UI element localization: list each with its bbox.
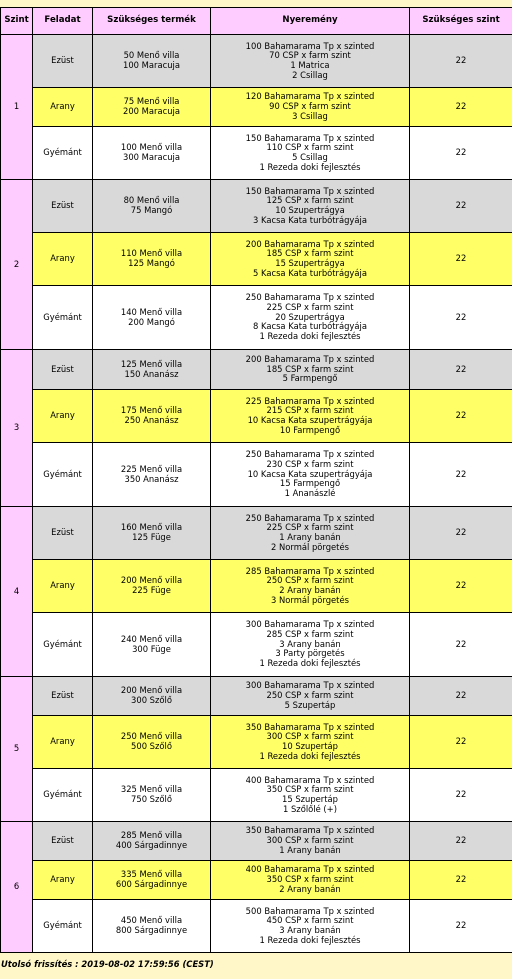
task-name-cell: Gyémánt: [33, 286, 93, 350]
reward-cell: 300 Bahamarama Tp x szinted 285 CSP x farm szint 3 Arany banán 3 Party pörgetés 1 Rezeda doki fejlesztés: [211, 613, 410, 677]
required-level-cell: 22: [410, 507, 512, 560]
table-row: [1, 560, 512, 613]
header-nyeremeny: Nyeremény: [211, 8, 410, 35]
required-products-cell: 225 Menő villa 350 Ananász: [93, 443, 211, 507]
task-name-cell: Ezüst: [33, 507, 93, 560]
required-level-cell: 22: [410, 560, 512, 613]
task-name-cell: Gyémánt: [33, 900, 93, 953]
required-products-cell: 160 Menő villa 125 Füge: [93, 507, 211, 560]
reward-cell: 120 Bahamarama Tp x szinted 90 CSP x farm szint 3 Csillag: [211, 88, 410, 127]
required-products-cell: 80 Menő villa 75 Mangó: [93, 180, 211, 233]
table-row: [1, 35, 512, 88]
level-cell: 3: [1, 350, 33, 507]
table-row: [1, 286, 512, 350]
required-products-cell: 240 Menő villa 300 Füge: [93, 613, 211, 677]
table-row: [1, 677, 512, 716]
reward-cell: 250 Bahamarama Tp x szinted 225 CSP x farm szint 1 Arany banán 2 Normál pörgetés: [211, 507, 410, 560]
task-name-cell: Gyémánt: [33, 769, 93, 822]
required-level-cell: 22: [410, 769, 512, 822]
required-level-cell: 22: [410, 443, 512, 507]
task-name-cell: Ezüst: [33, 350, 93, 390]
reward-cell: 200 Bahamarama Tp x szinted 185 CSP x farm szint 15 Szupertrágya 5 Kacsa Kata turbótrágyája: [211, 233, 410, 286]
required-level-cell: 22: [410, 127, 512, 180]
reward-cell: 285 Bahamarama Tp x szinted 250 CSP x farm szint 2 Arany banán 3 Normál pörgetés: [211, 560, 410, 613]
required-level-cell: 22: [410, 233, 512, 286]
required-products-cell: 325 Menő villa 750 Szőlő: [93, 769, 211, 822]
table-row: [1, 233, 512, 286]
task-name-cell: Arany: [33, 560, 93, 613]
header-termek: Szükséges termék: [93, 8, 211, 35]
last-updated: Utolsó frissítés : 2019-08-02 17:59:56 (CEST): [1, 959, 214, 969]
level-cell: 6: [1, 822, 33, 953]
required-level-cell: 22: [410, 613, 512, 677]
reward-cell: 250 Bahamarama Tp x szinted 225 CSP x farm szint 20 Szupertrágya 8 Kacsa Kata turbótrágyája 1 Rezeda doki fejlesztés: [211, 286, 410, 350]
level-cell: 4: [1, 507, 33, 677]
required-products-cell: 200 Menő villa 225 Füge: [93, 560, 211, 613]
required-products-cell: 335 Menő villa 600 Sárgadinnye: [93, 861, 211, 900]
reward-cell: 400 Bahamarama Tp x szinted 350 CSP x farm szint 2 Arany banán: [211, 861, 410, 900]
header-szint: Szint: [1, 8, 33, 35]
reward-cell: 200 Bahamarama Tp x szinted 185 CSP x farm szint 5 Farmpengő: [211, 350, 410, 390]
reward-cell: 250 Bahamarama Tp x szinted 230 CSP x farm szint 10 Kacsa Kata szupertrágyája 15 Farmpengő 1 Ananászlé: [211, 443, 410, 507]
task-name-cell: Arany: [33, 233, 93, 286]
required-products-cell: 200 Menő villa 300 Szőlő: [93, 677, 211, 716]
header-row: [1, 8, 512, 35]
required-level-cell: 22: [410, 180, 512, 233]
level-cell: 2: [1, 180, 33, 350]
required-level-cell: 22: [410, 286, 512, 350]
task-name-cell: Arany: [33, 716, 93, 769]
task-name-cell: Gyémánt: [33, 127, 93, 180]
required-products-cell: 140 Menő villa 200 Mangó: [93, 286, 211, 350]
reward-cell: 100 Bahamarama Tp x szinted 70 CSP x farm szint 1 Matrica 2 Csillag: [211, 35, 410, 88]
required-level-cell: 22: [410, 350, 512, 390]
task-name-cell: Gyémánt: [33, 613, 93, 677]
header-feladat: Feladat: [33, 8, 93, 35]
required-level-cell: 22: [410, 390, 512, 443]
reward-cell: 150 Bahamarama Tp x szinted 125 CSP x farm szint 10 Szupertrágya 3 Kacsa Kata turbótrágyája: [211, 180, 410, 233]
table-row: [1, 900, 512, 953]
table-row: [1, 443, 512, 507]
task-name-cell: Ezüst: [33, 822, 93, 861]
task-name-cell: Ezüst: [33, 677, 93, 716]
reward-cell: 150 Bahamarama Tp x szinted 110 CSP x farm szint 5 Csillag 1 Rezeda doki fejlesztés: [211, 127, 410, 180]
required-level-cell: 22: [410, 900, 512, 953]
task-name-cell: Arany: [33, 88, 93, 127]
level-cell: 5: [1, 677, 33, 822]
required-level-cell: 22: [410, 677, 512, 716]
table-row: [1, 822, 512, 861]
task-name-cell: Ezüst: [33, 35, 93, 88]
required-products-cell: 285 Menő villa 400 Sárgadinnye: [93, 822, 211, 861]
table-row: [1, 769, 512, 822]
required-level-cell: 22: [410, 716, 512, 769]
table-row: [1, 716, 512, 769]
table-row: [1, 127, 512, 180]
table-row: [1, 88, 512, 127]
required-products-cell: 100 Menő villa 300 Maracuja: [93, 127, 211, 180]
reward-cell: 350 Bahamarama Tp x szinted 300 CSP x farm szint 10 Szupertáp 1 Rezeda doki fejlesztés: [211, 716, 410, 769]
task-table: [0, 7, 512, 953]
required-products-cell: 450 Menő villa 800 Sárgadinnye: [93, 900, 211, 953]
required-products-cell: 75 Menő villa 200 Maracuja: [93, 88, 211, 127]
reward-cell: 500 Bahamarama Tp x szinted 450 CSP x farm szint 3 Arany banán 1 Rezeda doki fejlesztés: [211, 900, 410, 953]
table-row: [1, 861, 512, 900]
required-level-cell: 22: [410, 861, 512, 900]
table-body: [1, 35, 512, 953]
header-szukseges-szint: Szükséges szint: [410, 8, 512, 35]
required-level-cell: 22: [410, 35, 512, 88]
reward-cell: 350 Bahamarama Tp x szinted 300 CSP x farm szint 1 Arany banán: [211, 822, 410, 861]
required-products-cell: 250 Menő villa 500 Szőlő: [93, 716, 211, 769]
required-level-cell: 22: [410, 822, 512, 861]
required-products-cell: 175 Menő villa 250 Ananász: [93, 390, 211, 443]
level-cell: 1: [1, 35, 33, 180]
table-row: [1, 350, 512, 390]
task-name-cell: Ezüst: [33, 180, 93, 233]
task-name-cell: Arany: [33, 390, 93, 443]
reward-cell: 300 Bahamarama Tp x szinted 250 CSP x farm szint 5 Szupertáp: [211, 677, 410, 716]
task-name-cell: Gyémánt: [33, 443, 93, 507]
required-level-cell: 22: [410, 88, 512, 127]
reward-cell: 400 Bahamarama Tp x szinted 350 CSP x farm szint 15 Szupertáp 1 Szőlőlé (+): [211, 769, 410, 822]
required-products-cell: 110 Menő villa 125 Mangó: [93, 233, 211, 286]
reward-cell: 225 Bahamarama Tp x szinted 215 CSP x farm szint 10 Kacsa Kata szupertrágyája 10 Farmpengő: [211, 390, 410, 443]
table-row: [1, 507, 512, 560]
table-row: [1, 180, 512, 233]
table-row: [1, 613, 512, 677]
table-row: [1, 390, 512, 443]
required-products-cell: 125 Menő villa 150 Ananász: [93, 350, 211, 390]
required-products-cell: 50 Menő villa 100 Maracuja: [93, 35, 211, 88]
task-name-cell: Arany: [33, 861, 93, 900]
